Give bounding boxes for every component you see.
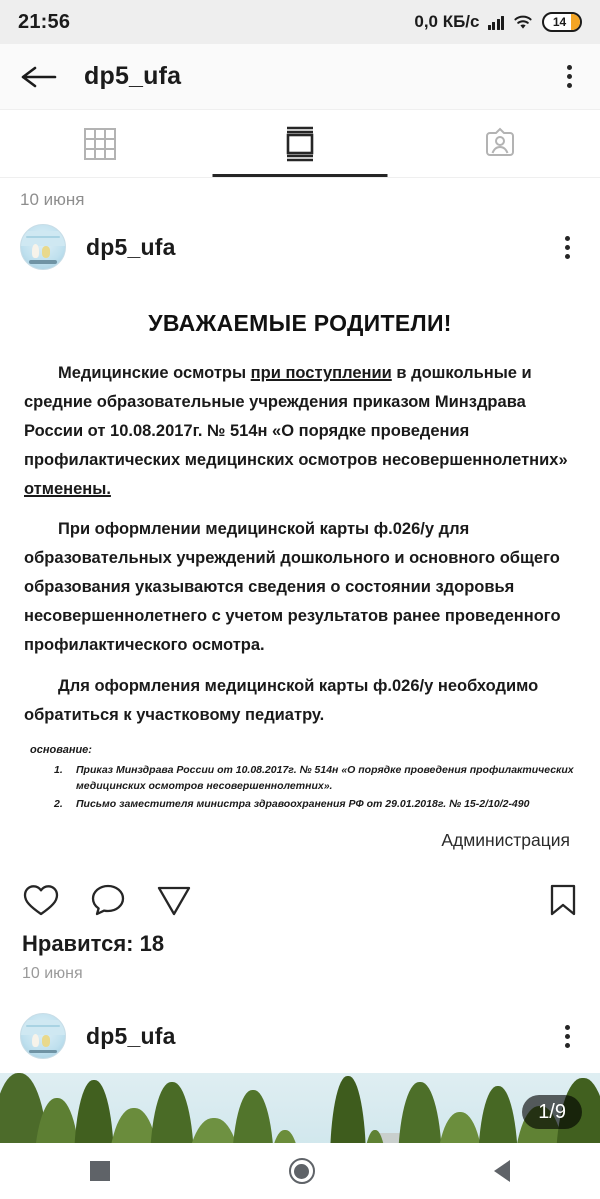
underlined-text: при поступлении: [250, 364, 392, 382]
document-paragraph-3: [24, 672, 576, 730]
basis-list-item: [54, 762, 576, 795]
basis-item-number: 2.: [54, 798, 63, 811]
text-run: При оформлении медицинской карты ф.026/у для образовательных учреждений дошкольного и основного общего образования указываются сведения о состоянии здоровья несовершеннолетнего с учетом результатов ранее проведенного профилактического осмотра.: [24, 520, 561, 654]
basis-list: [54, 762, 576, 813]
document-slide: [0, 284, 600, 865]
wifi-icon: [512, 14, 534, 30]
basis-label: основание:: [30, 743, 92, 756]
back-arrow-icon[interactable]: [20, 56, 62, 98]
signal-icon: [488, 15, 505, 30]
document-paragraph-2: [24, 515, 576, 659]
status-bar-indicators: [414, 12, 582, 32]
post-header: [0, 210, 600, 284]
basis-item-number: 1.: [54, 763, 63, 776]
post-feed: [0, 178, 600, 1199]
share-paper-plane-icon[interactable]: [156, 883, 192, 917]
basis-item-text: Приказ Минздрава России от 10.08.2017г. № 514н «О порядке проведения профилактических медицинских осмотров несовершеннолетних».: [76, 763, 574, 792]
status-bar: [0, 0, 600, 44]
basis-item-text: Письмо заместителя министра здравоохранения РФ от 29.01.2018г. № 15-2/10/2-490: [76, 798, 530, 811]
post-date: 10 июня: [22, 965, 83, 983]
post-header: [0, 999, 600, 1073]
post-actions: [0, 865, 600, 929]
recents-square-icon[interactable]: [90, 1161, 110, 1181]
home-circle-icon[interactable]: [289, 1158, 315, 1184]
active-tab-underline: [213, 174, 388, 177]
grid-icon: [83, 127, 117, 161]
back-triangle-icon[interactable]: [494, 1160, 510, 1182]
post-overflow-icon[interactable]: [555, 230, 580, 265]
profile-avatar[interactable]: [20, 224, 66, 270]
page-title: dp5_ufa: [84, 62, 182, 90]
profile-tabs: [0, 110, 600, 178]
bookmark-icon[interactable]: [548, 883, 578, 917]
feed-tab[interactable]: [200, 110, 400, 177]
likes-count[interactable]: Нравится: 18: [22, 931, 165, 957]
post-username[interactable]: dp5_ufa: [86, 1022, 176, 1049]
app-bar: [0, 44, 600, 110]
android-navigation-bar: [0, 1143, 600, 1199]
feed-list-icon: [283, 125, 317, 163]
overflow-menu-icon[interactable]: [559, 59, 580, 94]
document-signature: Администрация: [441, 830, 570, 851]
post-document: [0, 210, 600, 999]
document-heading: УВАЖАЕМЫЕ РОДИТЕЛИ!: [148, 310, 452, 336]
profile-avatar[interactable]: [20, 1013, 66, 1059]
tagged-person-icon: [483, 127, 517, 161]
status-bar-clock: 21:56: [18, 10, 71, 33]
heart-icon[interactable]: [22, 883, 60, 917]
battery-level-label: 14: [552, 15, 567, 29]
post-overflow-icon[interactable]: [555, 1019, 580, 1054]
feed-top-date: 10 июня: [20, 190, 85, 209]
text-run: в дошкольные и средние образовательные учреждения приказом Минздрава России от 10.08.2017г. № 514н «О порядке проведения профилактических медицинских осмотров несовершеннолетних»: [24, 364, 568, 469]
text-run: Для оформления медицинской карты ф.026/у необходимо обратиться к участковому педиатру.: [24, 676, 539, 724]
carousel-indicator: 1/9: [522, 1095, 582, 1129]
network-speed-label: 0,0 КБ/с: [414, 12, 480, 31]
basis-list-item: [54, 796, 576, 812]
underlined-text: отменены.: [24, 479, 111, 498]
battery-icon: [542, 12, 582, 32]
tagged-tab[interactable]: [400, 110, 600, 177]
post-username[interactable]: dp5_ufa: [86, 233, 176, 260]
text-run: Медицинские осмотры: [58, 364, 251, 382]
grid-tab[interactable]: [0, 110, 200, 177]
document-paragraph-1: [24, 359, 576, 503]
comment-icon[interactable]: [90, 883, 126, 917]
